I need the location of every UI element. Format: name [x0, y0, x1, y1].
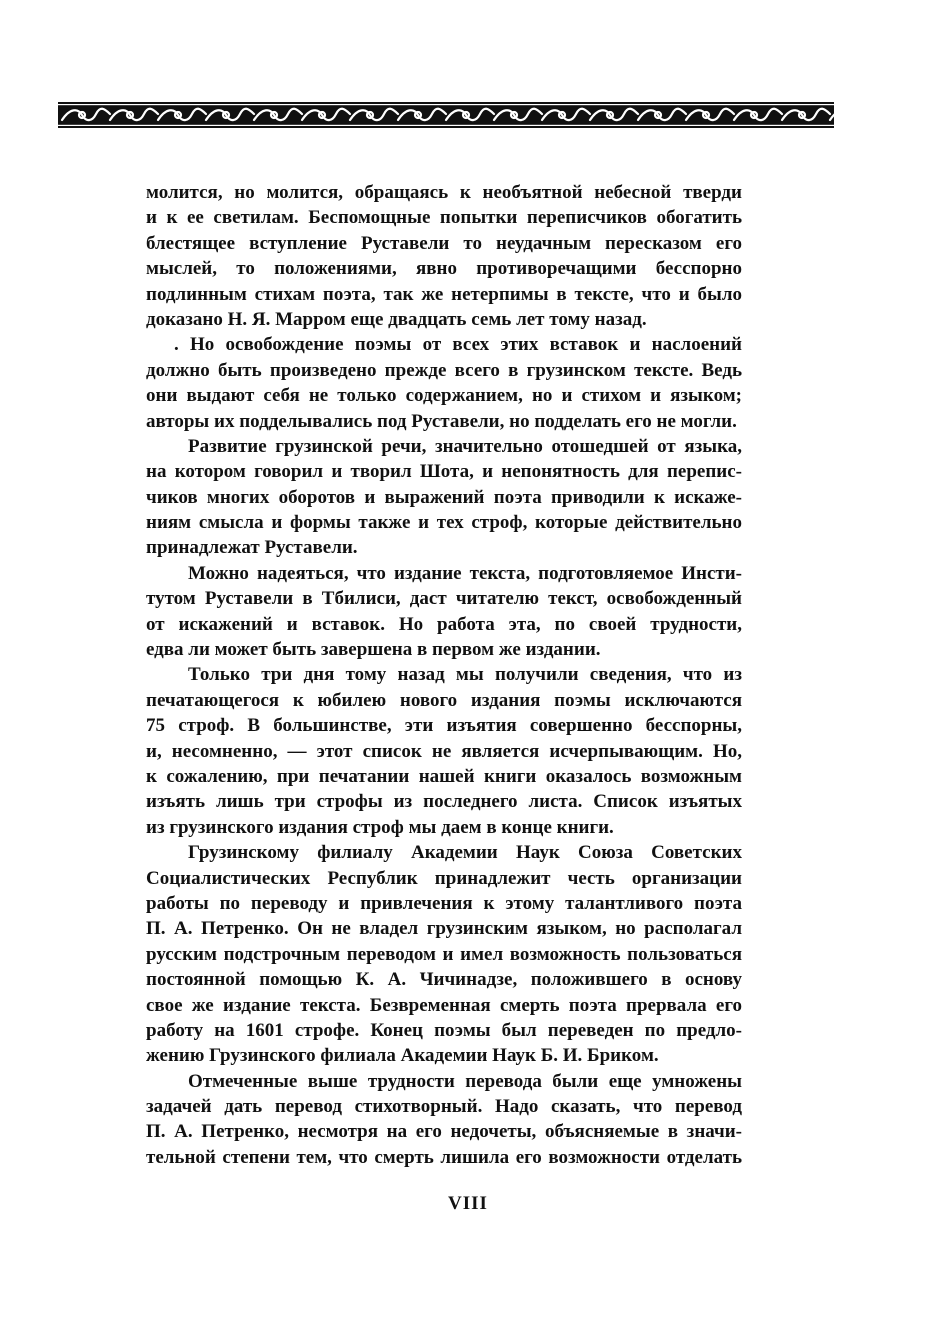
page-number: VIII: [448, 1193, 488, 1214]
text-line: ниям смысла и формы также и тех строф, которые действительно: [146, 512, 742, 534]
text-line: блестящее вступление Руставели то неудачным пересказом его: [146, 232, 742, 254]
text-line: должно быть произведено прежде всего в грузинском тексте. Ведь: [146, 359, 742, 381]
paragraph: [146, 840, 742, 1069]
paragraph: [146, 662, 742, 840]
decorative-border-ornament: [58, 102, 834, 128]
text-line: мыслей, то положениями, явно противоречащими бесспорно: [146, 258, 742, 280]
paragraph: [146, 180, 742, 332]
text-line: 75 строф. В большинстве, эти изъятия совершенно бесспорны,: [146, 715, 742, 737]
text-line: постоянной помощью К. А. Чичинадзе, положившего в основу: [146, 969, 742, 991]
text-line: работу на 1601 строфе. Конец поэмы был переведен по предло-: [146, 1019, 742, 1041]
text-line: и, несомненно, — этот список не является исчерпывающим. Но,: [146, 740, 742, 762]
text-line: Грузинскому филиалу Академии Наук Союза Советских: [188, 842, 742, 864]
body-text: [146, 180, 742, 1170]
text-line: от искажений и вставок. Но работа эта, по своей трудности,: [146, 613, 742, 635]
text-line: к сожалению, при печатании нашей книги оказалось возможным: [146, 765, 742, 787]
text-line: задачей дать перевод стихотворный. Надо сказать, что перевод: [146, 1096, 742, 1118]
text-line: и к ее светилам. Беспомощные попытки переписчиков обогатить: [146, 207, 742, 229]
text-line: на котором говорил и творил Шота, и непонятность для перепис-: [146, 461, 742, 483]
text-line: они выдают себя не только содержанием, но и стихом и языком;: [146, 385, 742, 407]
text-line: из грузинского издания строф мы даем в конце книги.: [146, 816, 614, 838]
text-line: молится, но молится, обращаясь к необъятной небесной тверди: [146, 182, 742, 203]
paragraph: [146, 332, 742, 434]
text-line: Развитие грузинской речи, значительно отошедшей от языка,: [188, 435, 742, 457]
text-line: тельной степени тем, что смерть лишила его возможности отделать: [146, 1146, 742, 1168]
text-line: жению Грузинского филиала Академии Наук Б. И. Бриком.: [146, 1045, 659, 1067]
text-line: Социалистических Республик принадлежит честь организации: [146, 867, 742, 889]
paragraph: [146, 434, 742, 561]
text-line: доказано Н. Я. Марром еще двадцать семь лет тому назад.: [146, 308, 647, 330]
text-line: изъять лишь три строфы из последнего листа. Список изъятых: [146, 791, 742, 813]
text-line: едва ли может быть завершена в первом же издании.: [146, 639, 601, 661]
text-line: Можно надеяться, что издание текста, подготовляемое Инсти-: [188, 562, 742, 584]
text-line: работы по переводу и привлечения к этому талантливого поэта: [146, 892, 742, 914]
text-line: свое же издание текста. Безвременная смерть поэта прервала его: [146, 994, 742, 1016]
text-line: П. А. Петренко, несмотря на его недочеты, объясняемые в значи-: [146, 1121, 742, 1143]
text-line: русским подстрочным переводом и имел возможность пользоваться: [146, 943, 742, 965]
paragraph: [146, 1069, 742, 1171]
text-line: тутом Руставели в Тбилиси, даст читателю текст, освобожденный: [146, 588, 742, 610]
text-line: авторы их подделывались под Руставели, но подделать его не могли.: [146, 410, 737, 432]
text-line: . Но освобождение поэмы от всех этих вставок и наслоений: [174, 334, 742, 356]
text-line: подлинным стихам поэта, так же нетерпимы в тексте, что и было: [146, 283, 742, 305]
text-line: печатающегося к юбилею нового издания поэмы исключаются: [146, 689, 742, 711]
text-line: П. А. Петренко. Он не владел грузинским языком, но располагал: [146, 918, 742, 940]
text-line: принадлежат Руставели.: [146, 537, 358, 559]
text-line: Только три дня тому назад мы получили сведения, что из: [188, 664, 742, 686]
text-line: чиков многих оборотов и выражений поэта приводили к искаже-: [146, 486, 742, 508]
text-line: Отмеченные выше трудности перевода были еще умножены: [188, 1070, 742, 1092]
paragraph: [146, 561, 742, 663]
